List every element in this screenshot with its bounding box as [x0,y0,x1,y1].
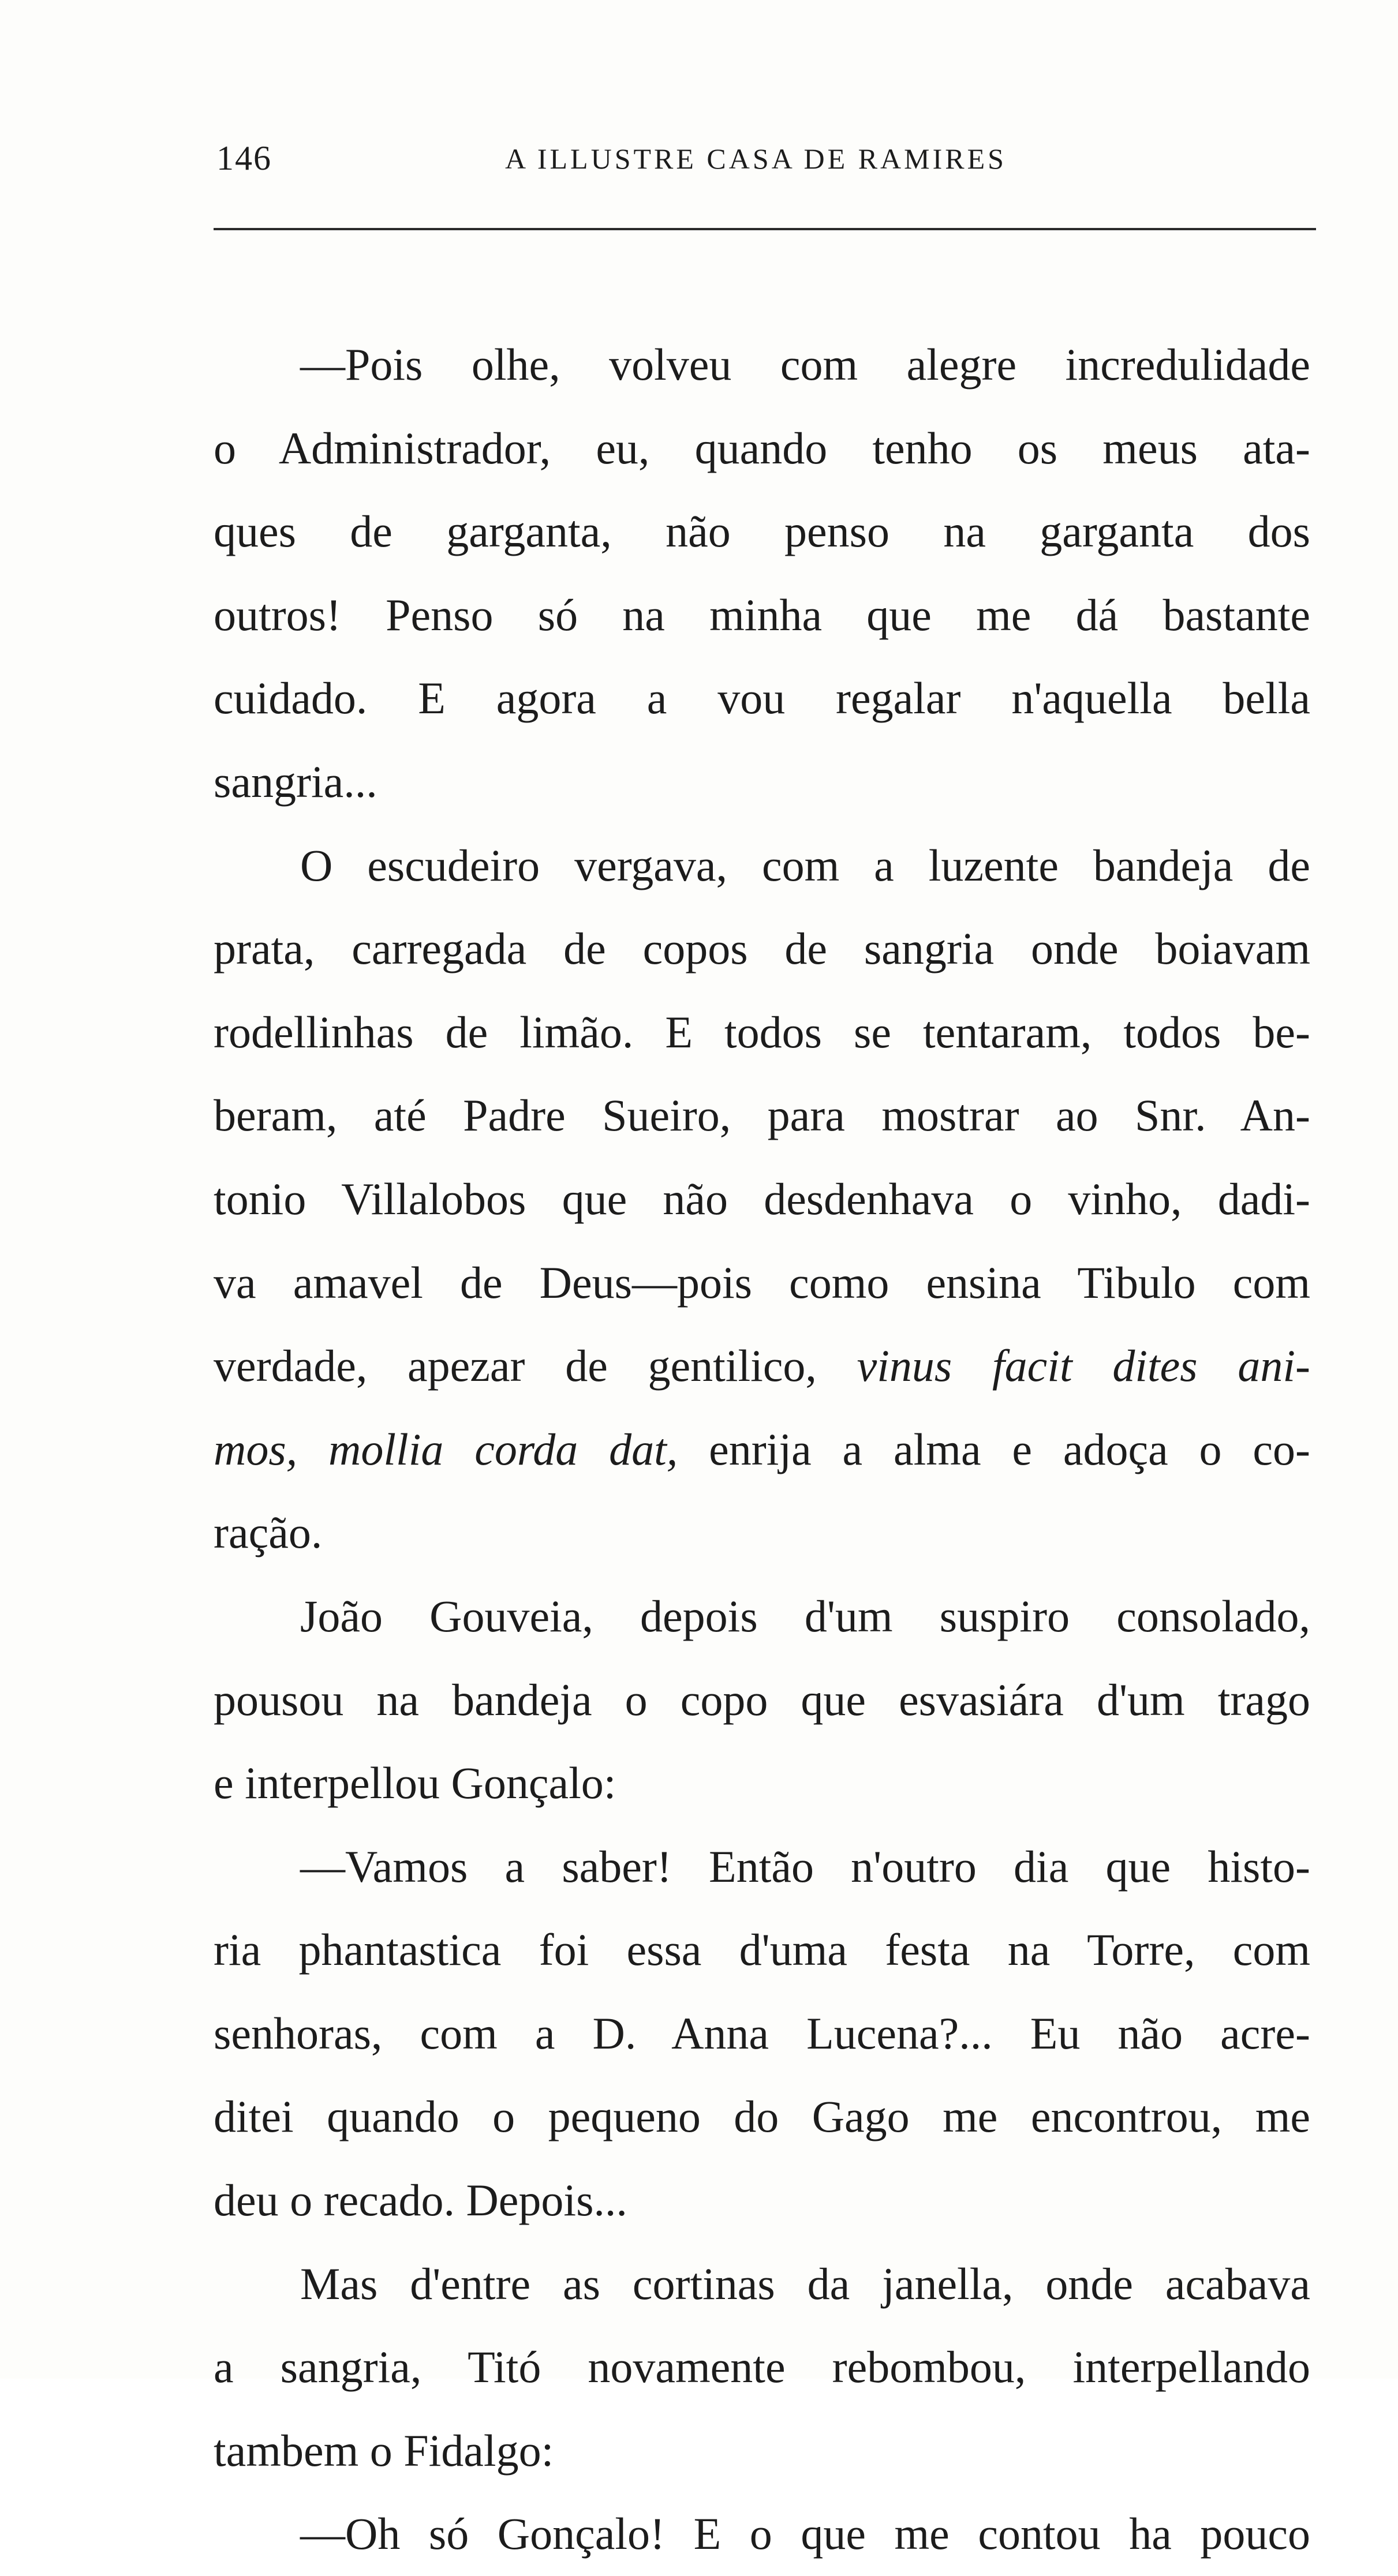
text-line: O escudeiro vergava, com a luzente bandeja de [300,840,1310,890]
text-line: —Pois olhe, volveu com alegre incredulidade [300,339,1310,390]
text-line: e interpellou Gonçalo: [214,1758,616,1809]
text-line [214,1324,1310,1408]
text-span: enrija a alma e adoça o co- [678,1424,1310,1474]
text-line: ração. [214,1507,323,1558]
page-header [216,138,1313,190]
text-span: verdade, apezar de gentilico, [214,1341,817,1391]
text-line: cuidado. E agora a vou regalar n'aquella bella [214,673,1310,724]
body-text [214,323,1310,2576]
latin-quote: mos, mollia corda dat, [214,1424,678,1474]
text-line: ria phantastica foi essa d'uma festa na Torre, com [214,1924,1310,1975]
text-line: —Oh só Gonçalo! E o que me contou ha pouco [300,2508,1310,2559]
text-line: va amavel de Deus—pois como ensina Tibulo com [214,1257,1310,1308]
text-line: prata, carregada de copos de sangria onde boiavam [214,923,1310,974]
text-line: beram, até Padre Sueiro, para mostrar ao Snr. An- [214,1090,1310,1141]
text-line: tambem o Fidalgo: [214,2425,554,2476]
text-line: tonio Villalobos que não desdenhava o vinho, dadi- [214,1173,1310,1224]
text-line: senhoras, com a D. Anna Lucena?... Eu não acre- [214,2008,1310,2058]
text-line: o Administrador, eu, quando tenho os meus ata- [214,422,1310,473]
text-line: ditei quando o pequeno do Gago me encontrou, me [214,2091,1310,2142]
text-line: a sangria, Titó novamente rebombou, interpellando [214,2342,1310,2392]
text-line: ques de garganta, não penso na garganta dos [214,506,1310,557]
text-line: outros! Penso só na minha que me dá bastante [214,589,1310,640]
running-title: A ILLUSTRE CASA DE RAMIRES [505,143,1007,175]
text-line [214,1408,1310,1492]
text-line: pousou na bandeja o copo que esvasiára d'um trago [214,1674,1310,1725]
text-line: —Vamos a saber! Então n'outro dia que histo- [300,1841,1310,1892]
text-line: sangria... [214,756,377,807]
text-line: deu o recado. Depois... [214,2175,627,2226]
text-line: Mas d'entre as cortinas da janella, onde acabava [300,2258,1310,2309]
text-line: João Gouveia, depois d'um suspiro consolado, [300,1590,1310,1641]
header-rule [214,228,1316,230]
latin-quote: vinus facit dites ani- [857,1341,1310,1391]
text-line: rodellinhas de limão. E todos se tentaram, todos be- [214,1006,1310,1057]
page-number: 146 [216,139,272,177]
